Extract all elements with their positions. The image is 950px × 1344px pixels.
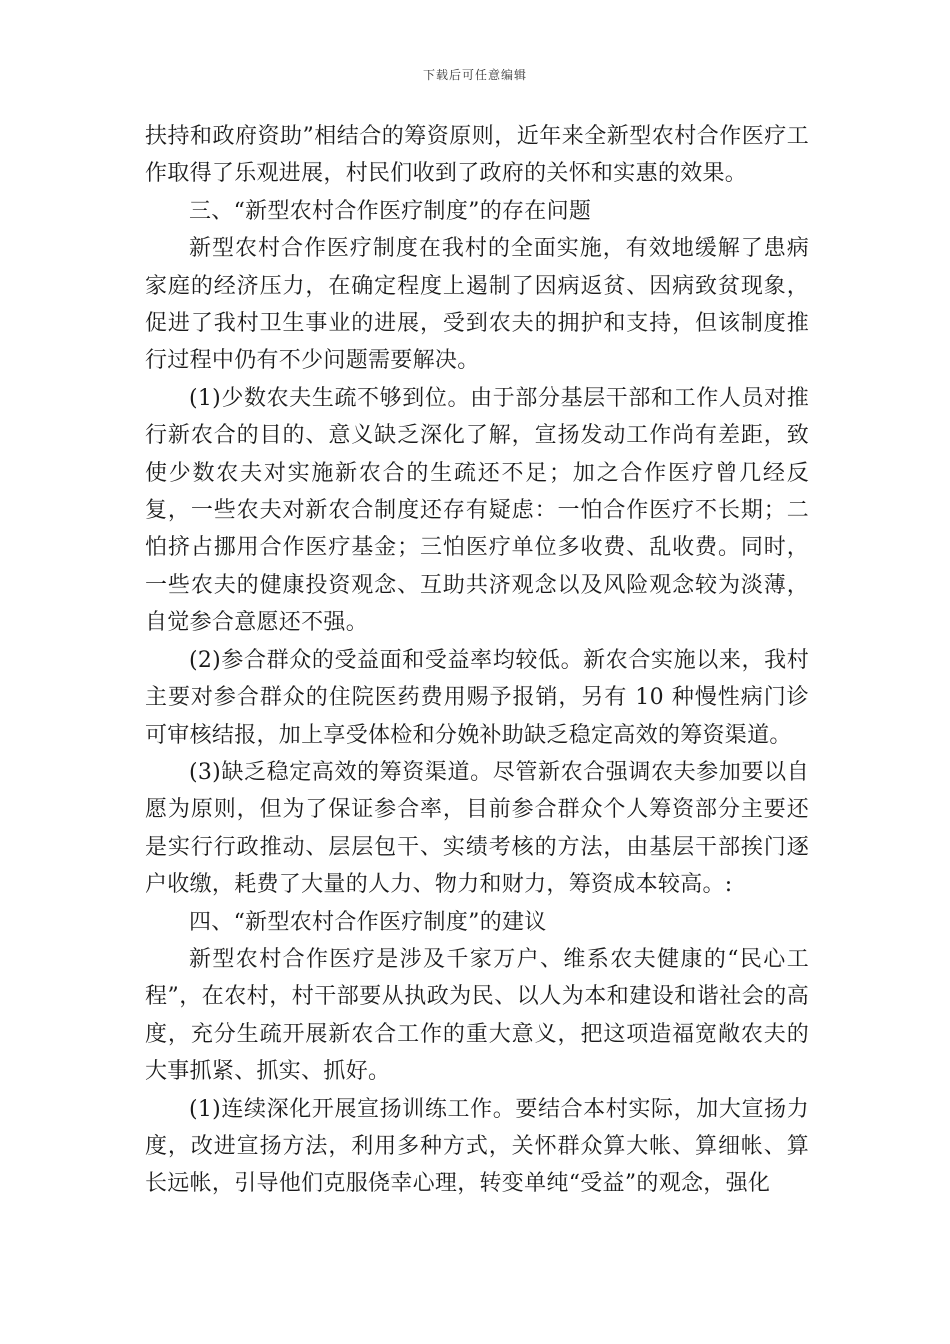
paragraph-4: (2)参合群众的受益面和受益率均较低。新农合实施以来，我村主要对参合群众的住院医药费用赐予报销，另有 10 种慢性病门诊可审核结报，加上享受体检和分娩补助缺乏稳定高效的筹资渠道。 <box>145 647 809 748</box>
paragraph-2: 新型农村合作医疗制度在我村的全面实施，有效地缓解了患病家庭的经济压力，在确定程度上遏制了因病返贫、因病致贫现象，促进了我村卫生事业的进展，受到农夫的拥护和支持，但该制度推行过程中仍有不少问题需要解决。 <box>145 236 809 374</box>
document-body <box>145 118 809 1203</box>
paragraph-3: (1)少数农夫生疏不够到位。由于部分基层干部和工作人员对推行新农合的目的、意义缺乏深化了解，宣扬发动工作尚有差距，致使少数农夫对实施新农合的生疏还不足；加之合作医疗曾几经反复，一些农夫对新农合制度还存有疑虑：一怕合作医疗不长期；二怕挤占挪用合作医疗基金；三怕医疗单位多收费、乱收费。同时，一些农夫的健康投资观念、互助共济观念以及风险观念较为淡薄，自觉参合意愿还不强。 <box>145 385 809 636</box>
paragraph-5: (3)缺乏稳定高效的筹资渠道。尽管新农合强调农夫参加要以自愿为原则，但为了保证参合率，目前参合群众个人筹资部分主要还是实行行政推动、层层包干、实绩考核的方法，由基层干部挨门逐户收缴，耗费了大量的人力、物力和财力，筹资成本较高。: <box>145 759 809 898</box>
paragraph-7: (1)连续深化开展宣扬训练工作。要结合本村实际，加大宣扬力度，改进宣扬方法，利用多种方式，关怀群众算大帐、算细帐、算长远帐，引导他们克服侥幸心理，转变单纯“受益”的观念，强化 <box>145 1096 809 1197</box>
paragraph-6: 新型农村合作医疗是涉及千家万户、维系农夫健康的“民心工程”，在农村，村干部要从执政为民、以人为本和建设和谐社会的高度，充分生疏开展新农合工作的重大意义，把这项造福宽敞农夫的大事抓紧、抓实、抓好。 <box>145 946 809 1085</box>
page-header: 下载后可任意编辑 <box>422 68 527 82</box>
paragraph-1: 扶持和政府资助”相结合的筹资原则，近年来全新型农村合作医疗工作取得了乐观进展，村民们收到了政府的关怀和实惠的效果。 <box>145 124 809 187</box>
section-heading-3: 三、“新型农村合作医疗制度”的存在问题 <box>189 198 592 224</box>
section-heading-4: 四、“新型农村合作医疗制度”的建议 <box>189 909 547 935</box>
